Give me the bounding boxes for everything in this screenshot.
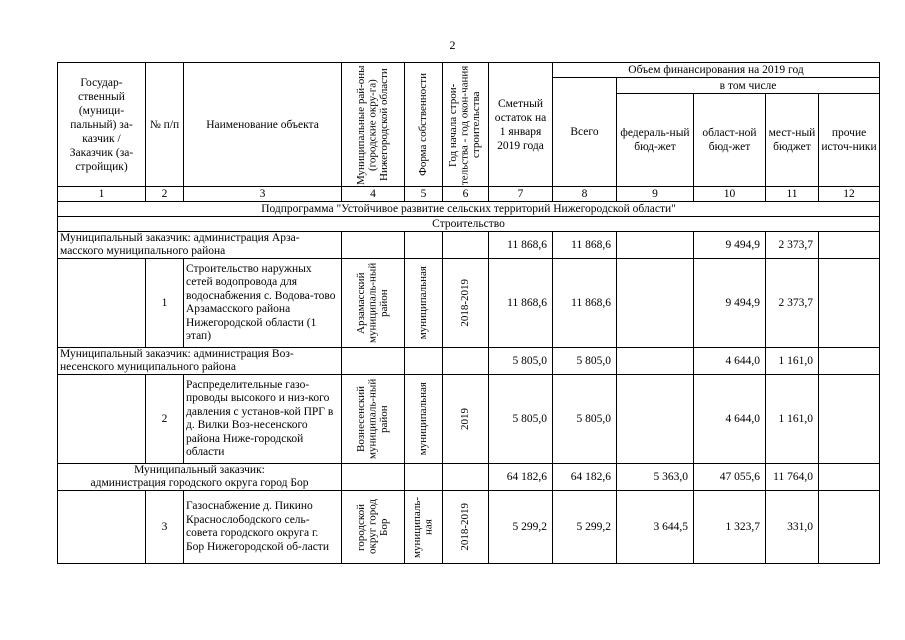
customer-row	[58, 348, 880, 375]
object-name: Газоснабжение д. Пикино Краснослободского сель-совета городского округа г. Бор Нижегородской об-ласти	[184, 491, 342, 564]
total-value: 11 868,6	[553, 232, 617, 259]
header-estimate: Сметный остаток на 1 января 2019 года	[489, 63, 553, 187]
column-number: 9	[617, 187, 694, 202]
local-value: 11 764,0	[766, 464, 819, 491]
header-total: Всего	[553, 78, 617, 187]
estimate-value: 5 805,0	[489, 375, 553, 464]
column-number: 7	[489, 187, 553, 202]
column-number: 4	[342, 187, 405, 202]
total-value: 5 299,2	[553, 491, 617, 564]
object-years: 2018-2019	[443, 259, 489, 348]
customer-row	[58, 232, 880, 259]
column-number: 5	[405, 187, 443, 202]
header-including: в том числе	[617, 78, 880, 94]
column-number: 12	[819, 187, 880, 202]
estimate-value: 11 868,6	[489, 259, 553, 348]
financing-table	[57, 62, 880, 564]
object-years: 2018-2019	[443, 491, 489, 564]
subprogram-title: Подпрограмма "Устойчивое развитие сельских территорий Нижегородской области"	[58, 202, 880, 217]
federal-value: 5 363,0	[617, 464, 694, 491]
other-value	[819, 464, 880, 491]
column-number-row	[58, 187, 880, 202]
estimate-value: 5 805,0	[489, 348, 553, 375]
column-number: 10	[694, 187, 766, 202]
other-value	[819, 375, 880, 464]
customer-name: Муниципальный заказчик: администрация городского округа город Бор	[58, 464, 342, 491]
customer-row	[58, 464, 880, 491]
object-number: 2	[146, 375, 184, 464]
regional-value: 4 644,0	[694, 348, 766, 375]
local-value: 331,0	[766, 491, 819, 564]
local-value: 2 373,7	[766, 232, 819, 259]
federal-value	[617, 375, 694, 464]
object-years: 2019	[443, 375, 489, 464]
object-ownership: муниципальная	[405, 259, 443, 348]
object-name: Распределительные газо-проводы высокого и низ-кого давления с установ-кой ПРГ в д. Вилки Воз-несенского района Ниже-городской области	[184, 375, 342, 464]
header-customer: Государ-ственный (муници-пальный) за-казчик / Заказчик (за-стройщик)	[58, 63, 146, 187]
header-num: № п/п	[146, 63, 184, 187]
object-ownership: муниципальная	[405, 375, 443, 464]
federal-value	[617, 259, 694, 348]
total-value: 5 805,0	[553, 348, 617, 375]
object-row	[58, 259, 880, 348]
customer-name: Муниципальный заказчик: администрация Воз-несенского муниципального района	[58, 348, 342, 375]
regional-value: 4 644,0	[694, 375, 766, 464]
header-district: Муниципальные рай-оны (городские окру-га) Нижегородской области	[342, 63, 405, 187]
local-value: 1 161,0	[766, 348, 819, 375]
federal-value	[617, 348, 694, 375]
column-number: 6	[443, 187, 489, 202]
header-regional: област-ной бюд-жет	[694, 94, 766, 187]
object-district: Арзамасский муниципаль-ный район	[342, 259, 405, 348]
regional-value: 47 055,6	[694, 464, 766, 491]
regional-value: 9 494,9	[694, 259, 766, 348]
header-other: прочие источ-ники	[819, 94, 880, 187]
header-local: мест-ный бюджет	[766, 94, 819, 187]
local-value: 2 373,7	[766, 259, 819, 348]
header-federal: федераль-ный бюд-жет	[617, 94, 694, 187]
regional-value: 9 494,9	[694, 232, 766, 259]
object-district: городской округ город Бор	[342, 491, 405, 564]
federal-value: 3 644,5	[617, 491, 694, 564]
regional-value: 1 323,7	[694, 491, 766, 564]
customer-name: Муниципальный заказчик: администрация Арза-масского муниципального района	[58, 232, 342, 259]
column-number: 8	[553, 187, 617, 202]
estimate-value: 64 182,6	[489, 464, 553, 491]
section-title: Строительство	[58, 217, 880, 232]
federal-value	[617, 232, 694, 259]
local-value: 1 161,0	[766, 375, 819, 464]
object-row	[58, 375, 880, 464]
object-district: Вознесенский муниципаль-ный район	[342, 375, 405, 464]
object-row	[58, 491, 880, 564]
object-number: 1	[146, 259, 184, 348]
object-ownership: муниципаль-ная	[405, 491, 443, 564]
header-funding-group: Объем финансирования на 2019 год	[553, 63, 880, 78]
estimate-value: 11 868,6	[489, 232, 553, 259]
column-number: 3	[184, 187, 342, 202]
other-value	[819, 348, 880, 375]
total-value: 11 868,6	[553, 259, 617, 348]
header-ownership: Форма собственности	[405, 63, 443, 187]
total-value: 64 182,6	[553, 464, 617, 491]
total-value: 5 805,0	[553, 375, 617, 464]
column-number: 2	[146, 187, 184, 202]
other-value	[819, 232, 880, 259]
column-number: 1	[58, 187, 146, 202]
estimate-value: 5 299,2	[489, 491, 553, 564]
header-name: Наименование объекта	[184, 63, 342, 187]
other-value	[819, 491, 880, 564]
page-number: 2	[449, 38, 456, 52]
object-number: 3	[146, 491, 184, 564]
header-years: Год начала строи-тельства - год окон-чания строительства	[443, 63, 489, 187]
object-name: Строительство наружных сетей водопровода для водоснабжения с. Водова-тово Арзамасского района Нижегородской области (1 этап)	[184, 259, 342, 348]
other-value	[819, 259, 880, 348]
column-number: 11	[766, 187, 819, 202]
